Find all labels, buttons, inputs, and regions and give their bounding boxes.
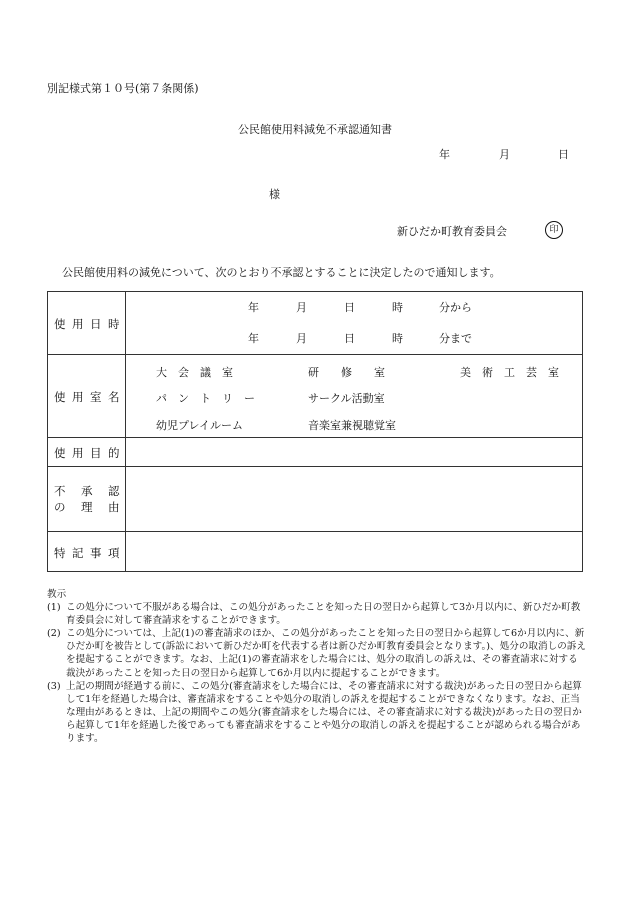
form-number: 別記様式第１０号(第７条関係) — [47, 82, 199, 95]
room-option[interactable]: 研 修 室 — [308, 366, 385, 379]
date-day-label: 日 — [558, 148, 569, 161]
date-label-char: 時 — [108, 317, 120, 331]
purpose-label-char: 目 — [90, 446, 102, 460]
reason-label-cell — [48, 467, 126, 532]
instruction-item — [47, 627, 587, 679]
room-label-char: 室 — [90, 390, 102, 404]
issuer-name: 新ひだか町教育委員会 — [397, 225, 507, 238]
instruction-number: (1) — [47, 602, 61, 614]
intro-text: 公民館使用料の減免について、次のとおり不承認とすることに決定したので通知します。 — [62, 266, 501, 279]
addressee-suffix: 様 — [269, 188, 280, 201]
from-hour: 時 — [392, 301, 403, 314]
instruction-text: この処分については、上記(1)の審査請求のほか、この処分があったことを知った日の翌日から起算して6か月以内に、新ひだか町を被告として(訴訟において新ひだか町を代表する者は新ひだか町教育委員会となります。)、処分の取消しの訴えを提起することができます。なお、上記(1)の審査請求をした場合には、処分の取消しの訴えは、その審査請求に対する裁決があったことを知った日の翌日から起算して6か月以内に提起することができます。 — [66, 628, 586, 679]
room-option[interactable]: サークル活動室 — [308, 392, 385, 405]
room-option[interactable]: パ ン ト リ ー — [156, 392, 255, 405]
instruction-text: この処分について不服がある場合は、この処分があったことを知った日の翌日から起算して3か月以内に、新ひだか町教育委員会に対して審査請求をすることができます。 — [66, 602, 581, 627]
special-label-char: 特 — [54, 545, 66, 560]
from-minute: 分から — [439, 301, 472, 314]
room-option[interactable]: 美 術 工 芸 室 — [460, 366, 559, 379]
from-year: 年 — [248, 301, 259, 314]
document-title: 公民館使用料減免不承認通知書 — [238, 123, 392, 136]
reason-label-char: 認 — [108, 484, 120, 498]
reason-label-char: 理 — [81, 500, 93, 514]
from-day: 日 — [344, 301, 355, 314]
room-label-char: 名 — [108, 390, 120, 404]
purpose-label-char: 的 — [108, 446, 120, 460]
room-option[interactable]: 幼児プレイルーム — [156, 419, 244, 432]
date-row — [48, 292, 583, 355]
special-label-char: 事 — [90, 545, 102, 560]
instructions-heading: 教示 — [47, 589, 67, 600]
room-label-char: 用 — [72, 390, 84, 404]
special-label-char: 記 — [72, 545, 84, 560]
to-day: 日 — [344, 332, 355, 345]
instruction-number: (3) — [47, 680, 61, 692]
instruction-item — [47, 601, 587, 627]
date-value-cell[interactable] — [126, 292, 583, 355]
date-label-cell — [48, 292, 126, 355]
instructions-section — [47, 588, 587, 745]
room-option[interactable]: 音楽室兼視聴覚室 — [308, 419, 396, 432]
reason-value-cell[interactable] — [126, 467, 583, 532]
special-label-char: 項 — [108, 545, 120, 560]
room-value-cell — [126, 355, 583, 438]
purpose-row — [48, 438, 583, 467]
special-value-cell[interactable] — [126, 532, 583, 572]
reason-label-char: 承 — [81, 484, 93, 498]
to-year: 年 — [248, 332, 259, 345]
room-label-char: 使 — [54, 390, 66, 404]
date-year-label: 年 — [439, 148, 450, 161]
purpose-value-cell[interactable] — [126, 438, 583, 467]
room-row — [48, 355, 583, 438]
purpose-label-char: 用 — [72, 446, 84, 460]
to-minute: 分まで — [439, 332, 472, 345]
reason-label-char: 由 — [108, 500, 120, 514]
date-to-line — [126, 323, 582, 354]
date-from-line — [126, 292, 582, 323]
instruction-number: (2) — [47, 628, 61, 640]
reason-row — [48, 467, 583, 532]
application-table — [47, 291, 583, 572]
from-month: 月 — [296, 301, 307, 314]
instruction-text: 上記の期間が経過する前に、この処分(審査請求をした場合には、その審査請求に対する裁決)があった日の翌日から起算して1年を経過した場合は、審査請求をすることや処分の取消しの訴えを提起することができなくなります。なお、正当な理由があるときは、上記の期間やこの処分(審査請求をした場合には、その審査請求に対する裁決)があった日の翌日から起算して1年を経過した後であっても審査請求をすることや処分の取消しの訴えを提起することが認められる場合があります。 — [66, 680, 582, 745]
date-month-label: 月 — [499, 148, 510, 161]
reason-label-char: の — [54, 500, 66, 514]
room-label-cell — [48, 355, 126, 438]
special-label-cell — [48, 532, 126, 572]
purpose-label-cell — [48, 438, 126, 467]
seal-mark: 印 — [545, 221, 563, 239]
to-hour: 時 — [392, 332, 403, 345]
date-label-char: 用 — [72, 317, 84, 331]
reason-label-char: 不 — [54, 484, 66, 498]
date-label-char: 日 — [90, 317, 102, 331]
date-label-char: 使 — [54, 317, 66, 331]
special-row — [48, 532, 583, 572]
to-month: 月 — [296, 332, 307, 345]
room-option[interactable]: 大 会 議 室 — [156, 366, 233, 379]
instruction-item — [47, 680, 587, 745]
purpose-label-char: 使 — [54, 446, 66, 460]
